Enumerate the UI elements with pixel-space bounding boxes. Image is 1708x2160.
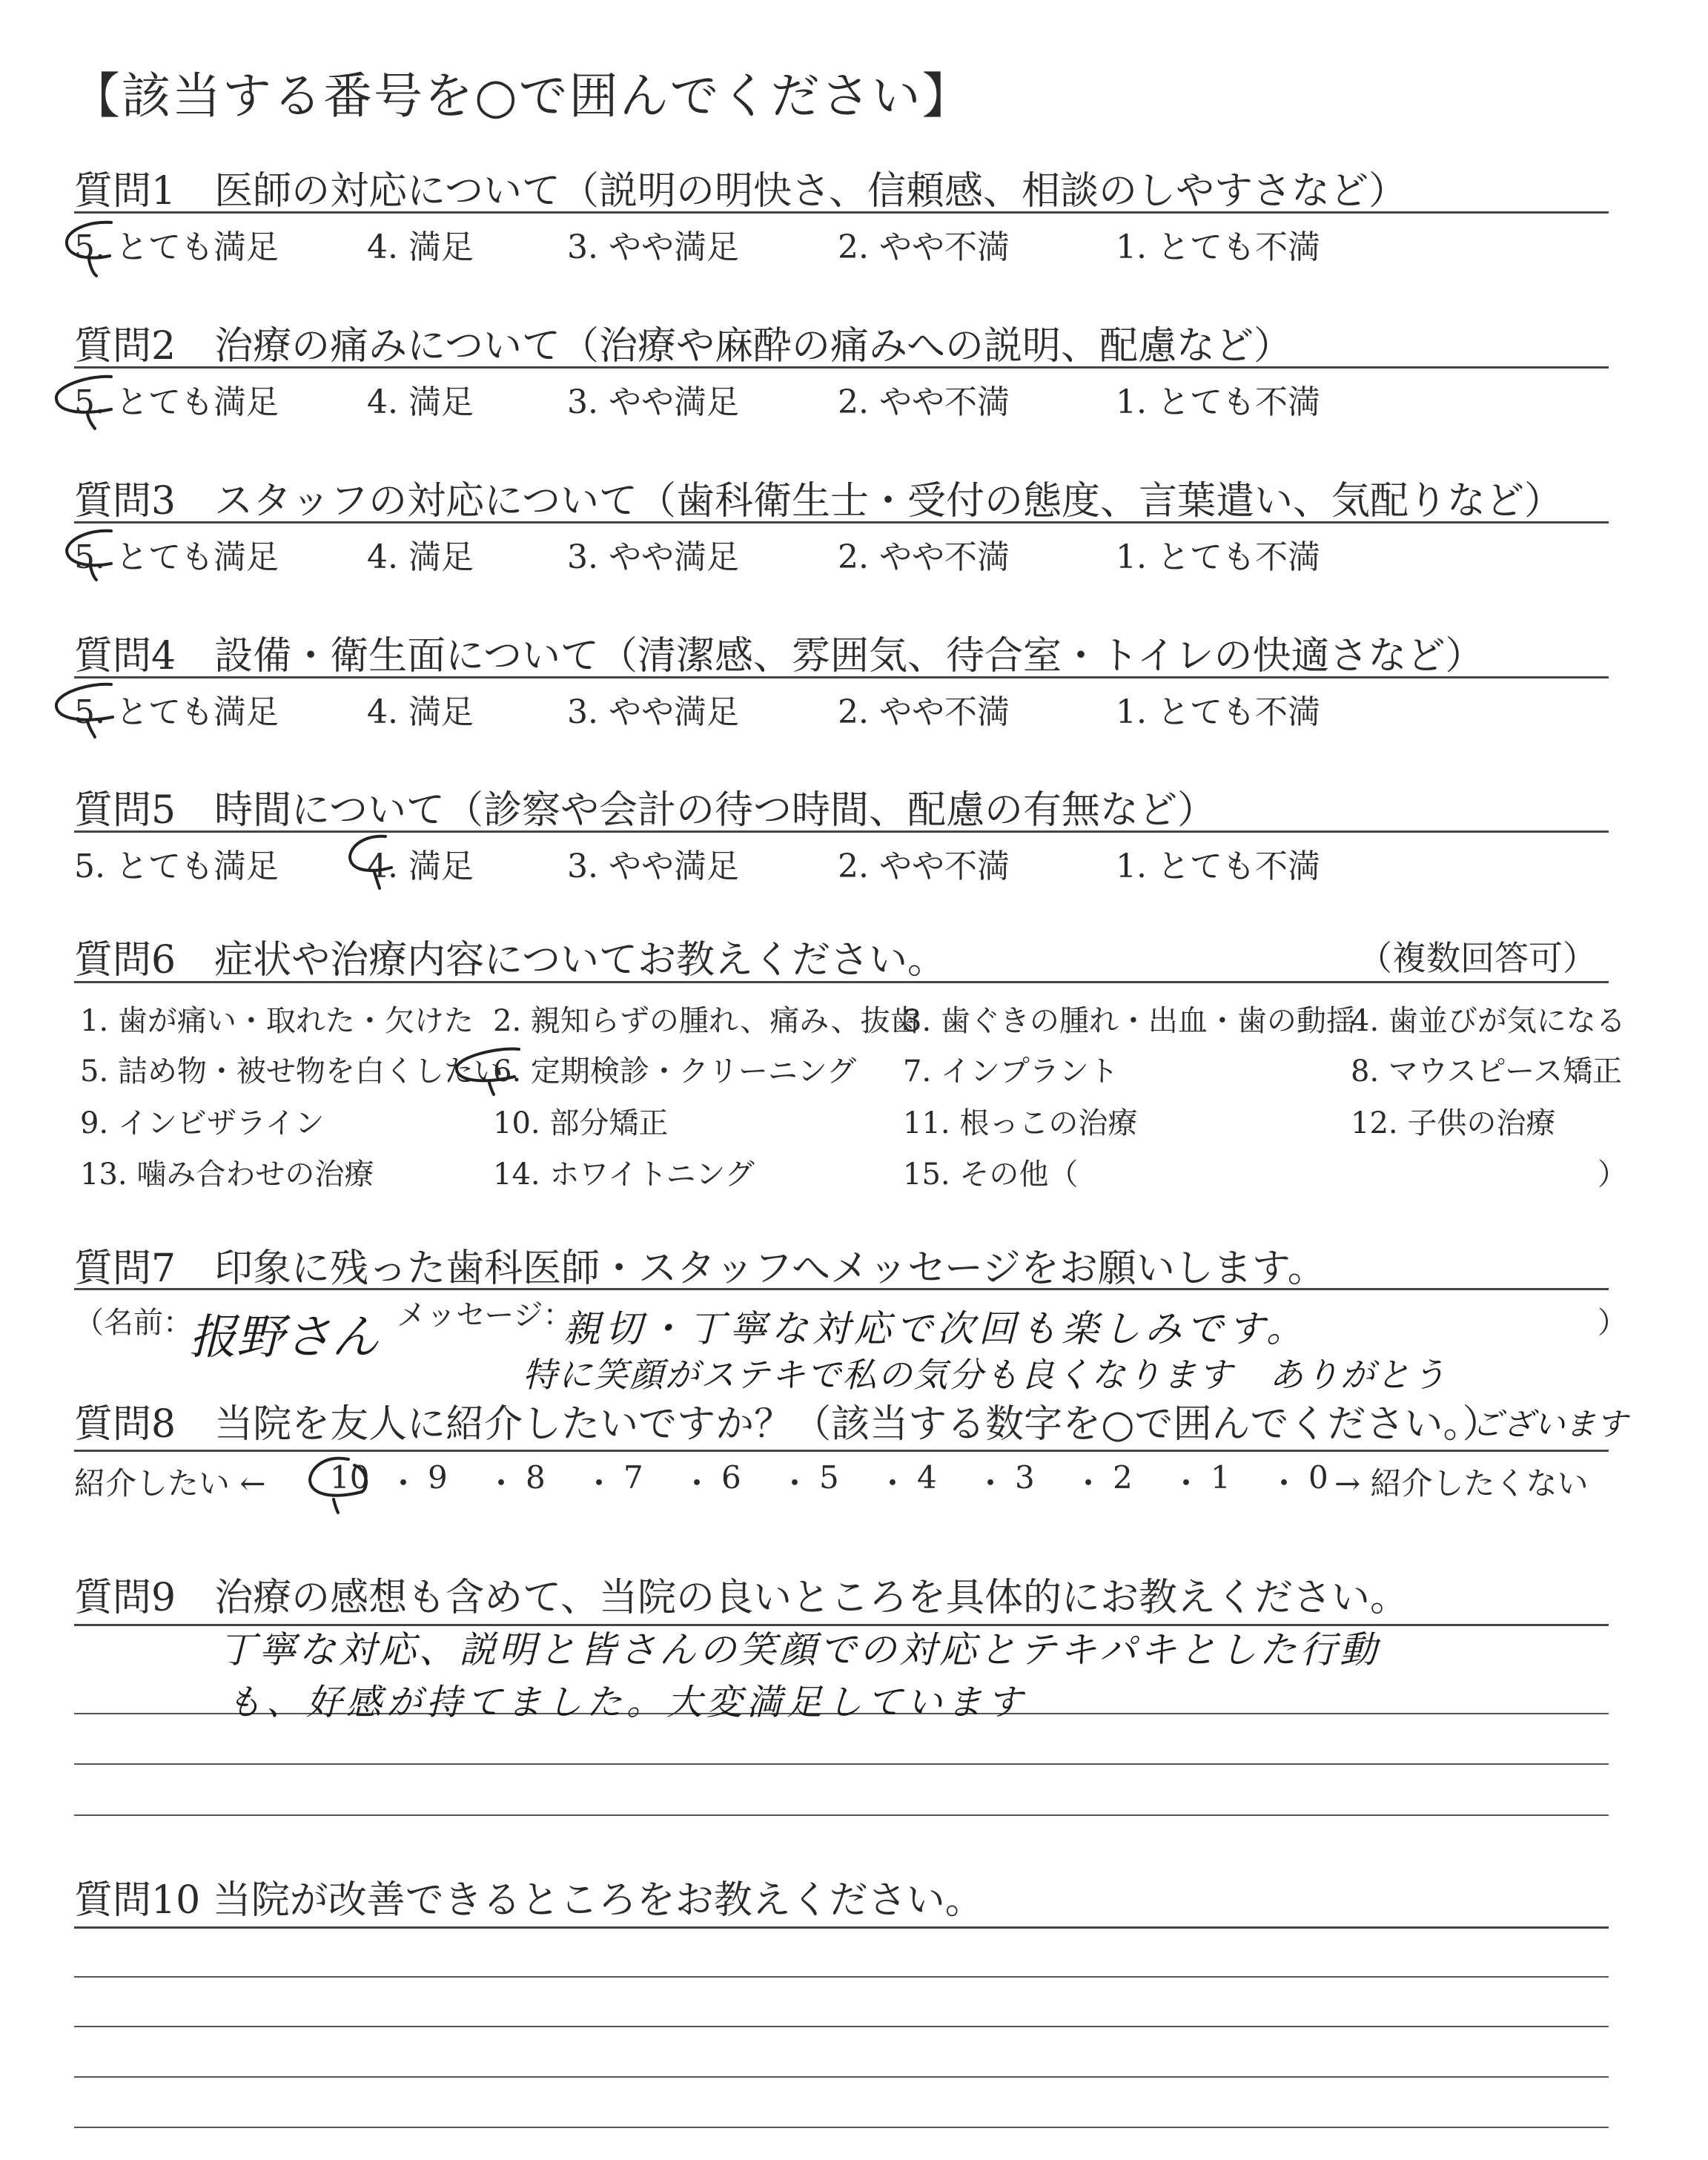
q6-option-10[interactable]: 10. 部分矯正 <box>493 1106 669 1140</box>
q8-separator: ・ <box>1268 1465 1300 1502</box>
q4-option-1[interactable]: 1. とても不満 <box>1116 693 1320 731</box>
q6-option-9[interactable]: 9. インビザライン <box>80 1106 325 1140</box>
q6-option-15[interactable]: 15. その他（ <box>903 1157 1079 1192</box>
q8-separator: ・ <box>975 1465 1007 1502</box>
q10-rule-3 <box>74 2026 1609 2027</box>
q9-handwritten-1: 丁寧な対応、説明と皆さんの笑顔での対応とテキパキとした行動 <box>219 1628 1380 1671</box>
q1-option-5[interactable]: 5. とても満足 <box>74 228 279 266</box>
q7-name-handwritten: 报野さん <box>189 1310 379 1365</box>
q8-separator: ・ <box>681 1465 713 1502</box>
q4-option-5[interactable]: 5. とても満足 <box>74 693 279 731</box>
q8-separator: ・ <box>486 1465 517 1502</box>
q7-close-paren: ） <box>1598 1306 1627 1340</box>
q9-rule-4 <box>74 1814 1609 1816</box>
q8-right-label: → 紹介したくない <box>1334 1465 1589 1502</box>
q1-rule <box>74 211 1609 214</box>
q7-message-handwritten-1: 親切・丁寧な対応で次回も楽しみです。 <box>563 1307 1308 1350</box>
q1-option-1[interactable]: 1. とても不満 <box>1116 228 1320 266</box>
q6-option-12[interactable]: 12. 子供の治療 <box>1351 1106 1556 1140</box>
q2-rule <box>74 366 1609 369</box>
q5-option-5[interactable]: 5. とても満足 <box>74 848 279 885</box>
q2-option-3[interactable]: 3. やや満足 <box>567 383 739 421</box>
q4-option-4[interactable]: 4. 満足 <box>367 693 474 731</box>
q9-title: 質問9 治療の感想も含めて、当院の良いところを具体的にお教えください。 <box>74 1576 1409 1620</box>
q2-option-4[interactable]: 4. 満足 <box>367 383 474 421</box>
q8-separator: ・ <box>1171 1465 1202 1502</box>
q8-left-label: 紹介したい ← <box>74 1465 266 1502</box>
q5-title: 質問5 時間について（診察や会計の待つ時間、配慮の有無など） <box>74 788 1217 833</box>
q10-rule-5 <box>74 2127 1609 2128</box>
q8-number-10[interactable]: 10 <box>330 1459 370 1496</box>
q2-title: 質問2 治療の痛みについて（治療や麻酔の痛みへの説明、配慮など） <box>74 324 1293 369</box>
q5-option-4[interactable]: 4. 満足 <box>367 848 474 885</box>
q10-title: 質問10 当院が改善できるところをお教えください。 <box>74 1878 984 1923</box>
q2-option-1[interactable]: 1. とても不満 <box>1116 383 1320 421</box>
q6-other-close-paren: ） <box>1598 1157 1627 1192</box>
q4-title: 質問4 設備・衛生面について（清潔感、雰囲気、待合室・トイレの快適さなど） <box>74 634 1484 678</box>
q6-title: 質問6 症状や治療内容についてお教えください。 <box>74 938 947 982</box>
q8-number-8[interactable]: 8 <box>526 1459 546 1496</box>
q6-option-4[interactable]: 4. 歯並びが気になる <box>1351 1004 1626 1038</box>
q6-option-7[interactable]: 7. インプラント <box>903 1054 1119 1089</box>
q10-rule-1 <box>74 1926 1609 1929</box>
q6-option-6[interactable]: 6. 定期検診・クリーニング <box>493 1054 857 1089</box>
q7-rule <box>74 1288 1609 1290</box>
q7-title: 質問7 印象に残った歯科医師・スタッフへメッセージをお願いします。 <box>74 1246 1326 1291</box>
q1-title: 質問1 医師の対応について（説明の明快さ、信頼感、相談のしやすさなど） <box>74 169 1407 214</box>
q4-option-2[interactable]: 2. やや不満 <box>838 693 1010 731</box>
q8-number-5[interactable]: 5 <box>819 1459 839 1496</box>
q7-message-handwritten-3: ございます <box>1472 1406 1628 1442</box>
q3-option-4[interactable]: 4. 満足 <box>367 538 474 576</box>
q6-note: （複数回答可） <box>1358 938 1597 978</box>
q8-number-6[interactable]: 6 <box>721 1459 741 1496</box>
q8-number-2[interactable]: 2 <box>1113 1459 1133 1496</box>
q6-option-11[interactable]: 11. 根っこの治療 <box>903 1106 1138 1140</box>
q8-number-3[interactable]: 3 <box>1015 1459 1035 1496</box>
q6-option-1[interactable]: 1. 歯が痛い・取れた・欠けた <box>80 1004 474 1038</box>
q3-option-3[interactable]: 3. やや満足 <box>567 538 739 576</box>
q8-number-1[interactable]: 1 <box>1211 1459 1231 1496</box>
q6-rule <box>74 981 1609 983</box>
q2-option-2[interactable]: 2. やや不満 <box>838 383 1010 421</box>
q6-option-13[interactable]: 13. 噛み合わせの治療 <box>80 1157 374 1192</box>
q7-name-label: （名前： <box>74 1306 193 1340</box>
q5-option-3[interactable]: 3. やや満足 <box>567 848 739 885</box>
q6-option-5[interactable]: 5. 詰め物・被せ物を白くしたい <box>80 1054 503 1089</box>
q8-title: 質問8 当院を友人に紹介したいですか？（該当する数字を○で囲んでください。） <box>74 1402 1501 1447</box>
q6-option-2[interactable]: 2. 親知らずの腫れ、痛み、抜歯 <box>493 1004 920 1038</box>
q1-option-4[interactable]: 4. 満足 <box>367 228 474 266</box>
q3-option-2[interactable]: 2. やや不満 <box>838 538 1010 576</box>
q6-option-3[interactable]: 3. 歯ぐきの腫れ・出血・歯の動揺 <box>903 1004 1356 1038</box>
q4-option-3[interactable]: 3. やや満足 <box>567 693 739 731</box>
q8-separator: ・ <box>779 1465 811 1502</box>
form-header: 【該当する番号を○で囲んでください】 <box>71 67 973 125</box>
q9-rule-3 <box>74 1763 1609 1765</box>
q8-number-0[interactable]: 0 <box>1308 1459 1328 1496</box>
q8-separator: ・ <box>388 1465 420 1502</box>
q5-option-2[interactable]: 2. やや不満 <box>838 848 1010 885</box>
q1-option-3[interactable]: 3. やや満足 <box>567 228 739 266</box>
q10-rule-4 <box>74 2076 1609 2078</box>
q8-rule <box>74 1450 1609 1452</box>
q8-separator: ・ <box>1073 1465 1105 1502</box>
q3-option-1[interactable]: 1. とても不満 <box>1116 538 1320 576</box>
q3-rule <box>74 521 1609 524</box>
q10-rule-2 <box>74 1976 1609 1978</box>
q5-option-1[interactable]: 1. とても不満 <box>1116 848 1320 885</box>
q7-message-label: メッセージ： <box>397 1298 573 1332</box>
q3-option-5[interactable]: 5. とても満足 <box>74 538 279 576</box>
q9-handwritten-2: も、好感が持てました。大変満足しています <box>226 1682 1027 1723</box>
q7-message-handwritten-2: 特に笑顔がステキで私の気分も良くなります ありがとう <box>523 1355 1448 1395</box>
q1-option-2[interactable]: 2. やや不満 <box>838 228 1010 266</box>
q2-option-5[interactable]: 5. とても満足 <box>74 383 279 421</box>
q6-option-8[interactable]: 8. マウスピース矯正 <box>1351 1054 1623 1089</box>
q8-separator: ・ <box>583 1465 615 1502</box>
q4-rule <box>74 676 1609 678</box>
q6-option-14[interactable]: 14. ホワイトニング <box>493 1157 755 1192</box>
q8-separator: ・ <box>877 1465 909 1502</box>
q3-title: 質問3 スタッフの対応について（歯科衛生士・受付の態度、言葉遣い、気配りなど） <box>74 479 1563 524</box>
q8-number-9[interactable]: 9 <box>428 1459 448 1496</box>
q8-number-7[interactable]: 7 <box>623 1459 643 1496</box>
q5-rule <box>74 830 1609 833</box>
q8-number-4[interactable]: 4 <box>917 1459 937 1496</box>
